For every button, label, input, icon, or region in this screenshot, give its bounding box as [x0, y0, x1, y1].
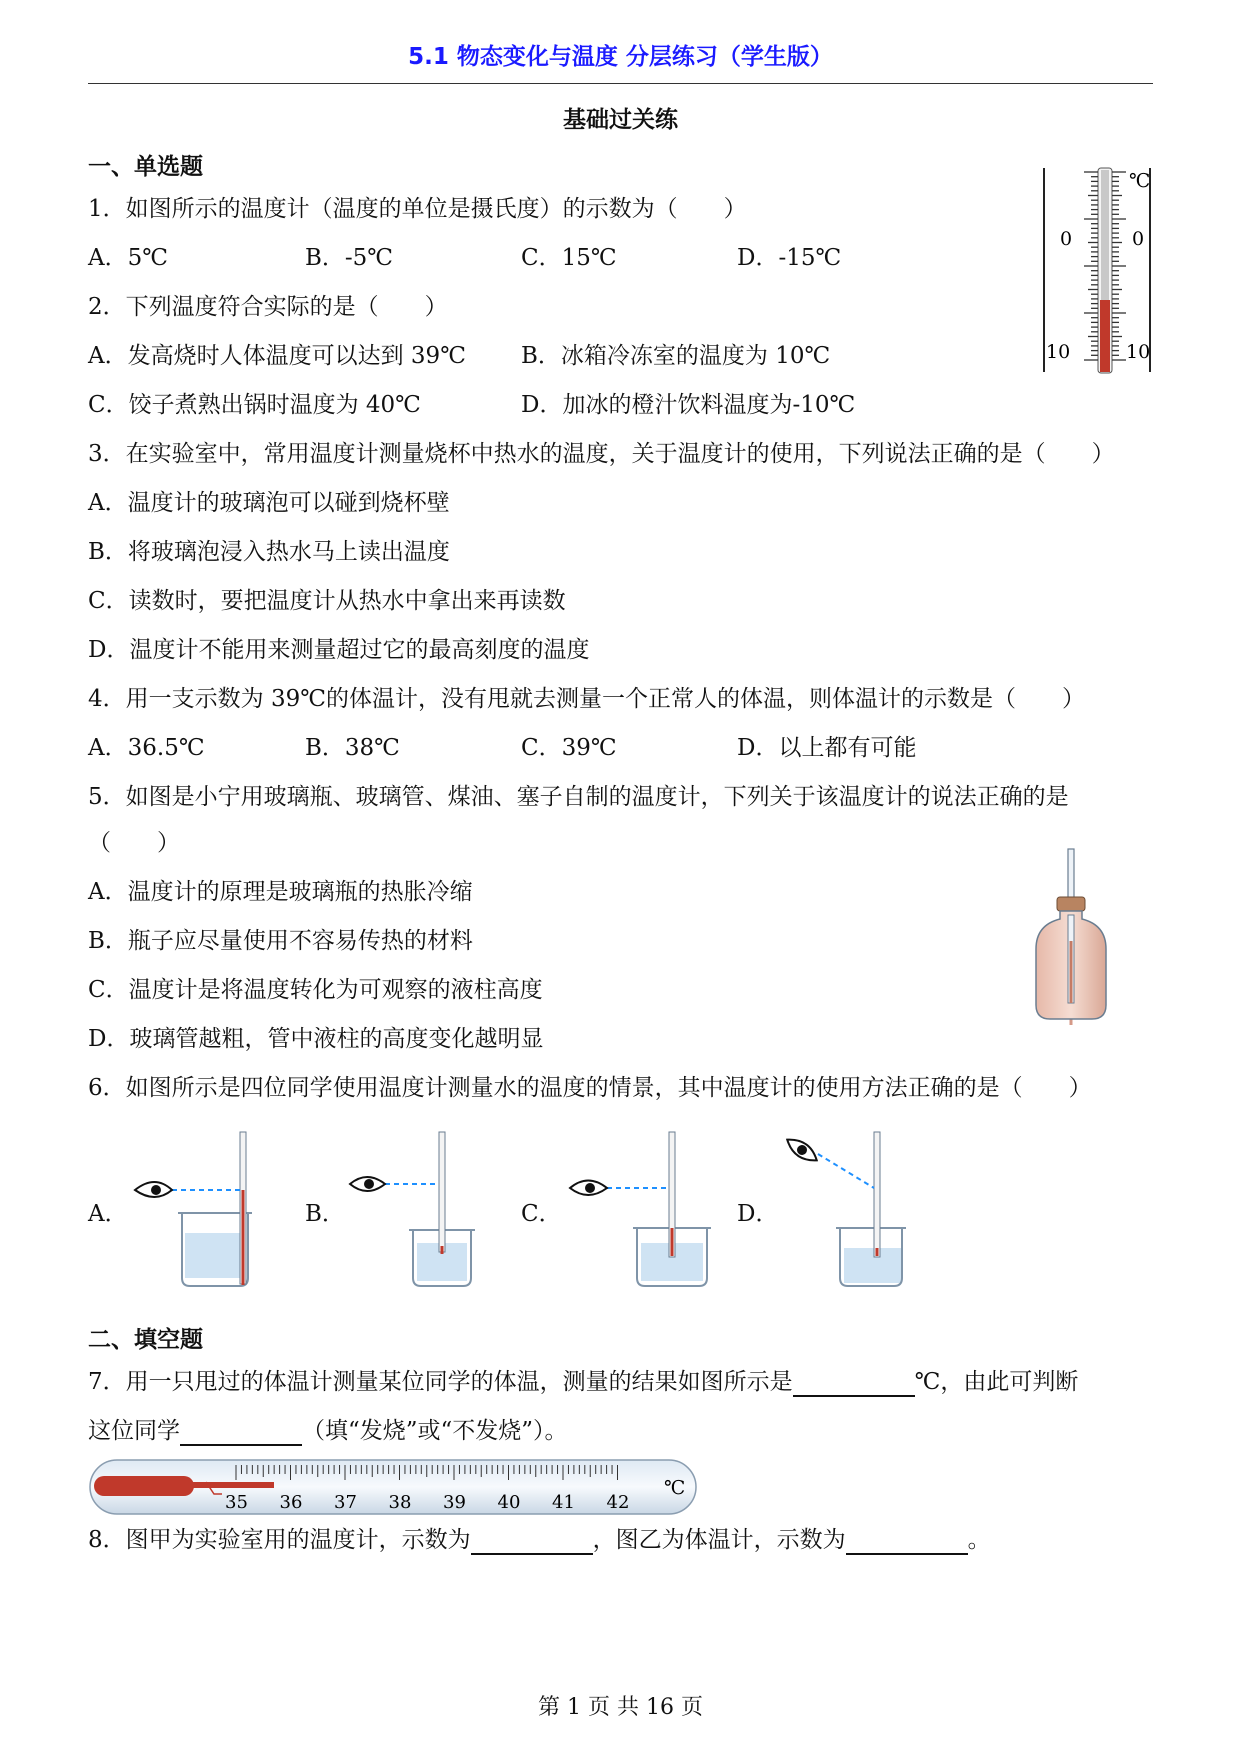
clinical-thermometer-label: 39: [443, 1492, 466, 1513]
section-heading-fill-blank: 二、填空题: [88, 1327, 203, 1353]
question-6-stem: 6．如图所示是四位同学使用温度计测量水的温度的情景，其中温度计的使用方法正确的是（ ）: [88, 1075, 1092, 1101]
question-8-answer-blank-1[interactable]: [471, 1529, 593, 1555]
question-4-option-b: B．38℃: [305, 735, 400, 761]
question-1-option-d: D．-15℃: [737, 245, 842, 271]
clinical-thermometer-label: 42: [606, 1492, 630, 1513]
question-7-text-d: （填“发烧”或“不发烧”）。: [302, 1418, 568, 1444]
question-7-text-c: 这位同学: [88, 1418, 180, 1444]
question-8-line: [88, 1525, 991, 1555]
question-2-option-a: A．发高烧时人体温度可以达到 39℃: [88, 343, 466, 369]
section-subtitle: 基础过关练: [563, 107, 678, 133]
question-5-bottle-figure: [1030, 845, 1115, 1025]
question-8-text-b: ，图乙为体温计，示数为: [592, 1527, 846, 1553]
question-8-answer-blank-2[interactable]: [846, 1529, 968, 1555]
clinical-thermometer-label: 35: [225, 1492, 248, 1513]
question-6-option-c: C．: [521, 1201, 562, 1227]
question-2-option-b: B．冰箱冷冻室的温度为 10℃: [521, 343, 831, 369]
question-1-option-a: A．5℃: [88, 245, 168, 271]
option-c-beaker-figure: [565, 1128, 715, 1298]
question-2-option-c: C．饺子煮熟出锅时温度为 40℃: [88, 392, 421, 418]
thermometer-label-left-10: 10: [1046, 341, 1071, 363]
question-5-option-b: B．瓶子应尽量使用不容易传热的材料: [88, 928, 473, 954]
question-7-text-a: 7．用一只甩过的体温计测量某位同学的体温，测量的结果如图所示是: [88, 1369, 793, 1395]
question-7-line-2: [88, 1416, 568, 1446]
question-7-clinical-thermometer-figure: [88, 1456, 700, 1518]
question-5-stem: 5．如图是小宁用玻璃瓶、玻璃管、煤油、塞子自制的温度计，下列关于该温度计的说法正确的是: [88, 784, 1069, 810]
section-heading-single-choice: 一、单选题: [88, 154, 203, 180]
question-1-thermometer-figure: [1040, 162, 1155, 377]
header-rule: [88, 83, 1153, 84]
question-3-option-c: C．读数时，要把温度计从热水中拿出来再读数: [88, 588, 566, 614]
question-8-text-c: 。: [967, 1527, 991, 1553]
question-5-stem-paren: （ ）: [88, 830, 180, 856]
question-3-option-b: B．将玻璃泡浸入热水马上读出温度: [88, 539, 450, 565]
thermometer-unit-label: ℃: [1129, 170, 1151, 192]
question-3-option-d: D．温度计不能用来测量超过它的最高刻度的温度: [88, 637, 590, 663]
question-1-option-b: B．-5℃: [305, 245, 394, 271]
question-5-option-c: C．温度计是将温度转化为可观察的液柱高度: [88, 977, 543, 1003]
question-6-option-a: A．: [88, 1201, 128, 1227]
question-7-text-b: ℃，由此可判断: [914, 1369, 1079, 1395]
clinical-thermometer-label: 38: [388, 1492, 412, 1513]
question-3-option-a: A．温度计的玻璃泡可以碰到烧杯壁: [88, 490, 450, 516]
clinical-thermometer-label: 37: [334, 1492, 357, 1513]
option-b-beaker-figure: [345, 1128, 475, 1298]
thermometer-label-right-0: 0: [1132, 228, 1145, 250]
question-4-option-a: A．36.5℃: [88, 735, 205, 761]
thermometer-label-right-10: 10: [1126, 341, 1151, 363]
question-2-option-d: D．加冰的橙汁饮料温度为-10℃: [521, 392, 856, 418]
question-7-answer-blank-2[interactable]: [180, 1420, 302, 1446]
question-4-stem: 4．用一支示数为 39℃的体温计，没有甩就去测量一个正常人的体温，则体温计的示数是（ ）: [88, 686, 1085, 712]
option-d-beaker-figure: [780, 1128, 920, 1298]
question-7-line-1: [88, 1367, 1078, 1397]
clinical-thermometer-label: 36: [279, 1492, 303, 1513]
clinical-thermometer-unit: ℃: [664, 1477, 686, 1499]
question-5-option-a: A．温度计的原理是玻璃瓶的热胀冷缩: [88, 879, 473, 905]
clinical-thermometer-label: 41: [552, 1492, 575, 1513]
question-3-stem: 3．在实验室中，常用温度计测量烧杯中热水的温度，关于温度计的使用，下列说法正确的是（ ）: [88, 441, 1115, 467]
question-1-stem: 1．如图所示的温度计（温度的单位是摄氏度）的示数为（ ）: [88, 196, 747, 222]
question-7-answer-blank-1[interactable]: [793, 1371, 915, 1397]
clinical-thermometer-label: 40: [497, 1492, 521, 1513]
question-1-option-c: C．15℃: [521, 245, 617, 271]
question-8-text-a: 8．图甲为实验室用的温度计，示数为: [88, 1527, 471, 1553]
page-footer: 第 1 页 共 16 页: [538, 1695, 703, 1720]
question-6-option-d: D．: [737, 1201, 779, 1227]
option-a-beaker-figure: [130, 1128, 260, 1298]
question-5-option-d: D．玻璃管越粗，管中液柱的高度变化越明显: [88, 1026, 544, 1052]
question-4-option-c: C．39℃: [521, 735, 617, 761]
page-title: 5.1 物态变化与温度 分层练习（学生版）: [408, 44, 833, 70]
question-2-stem: 2．下列温度符合实际的是（ ）: [88, 294, 448, 320]
question-6-option-b: B．: [305, 1201, 345, 1227]
thermometer-label-left-0: 0: [1060, 228, 1073, 250]
question-4-option-d: D．以上都有可能: [737, 735, 917, 761]
